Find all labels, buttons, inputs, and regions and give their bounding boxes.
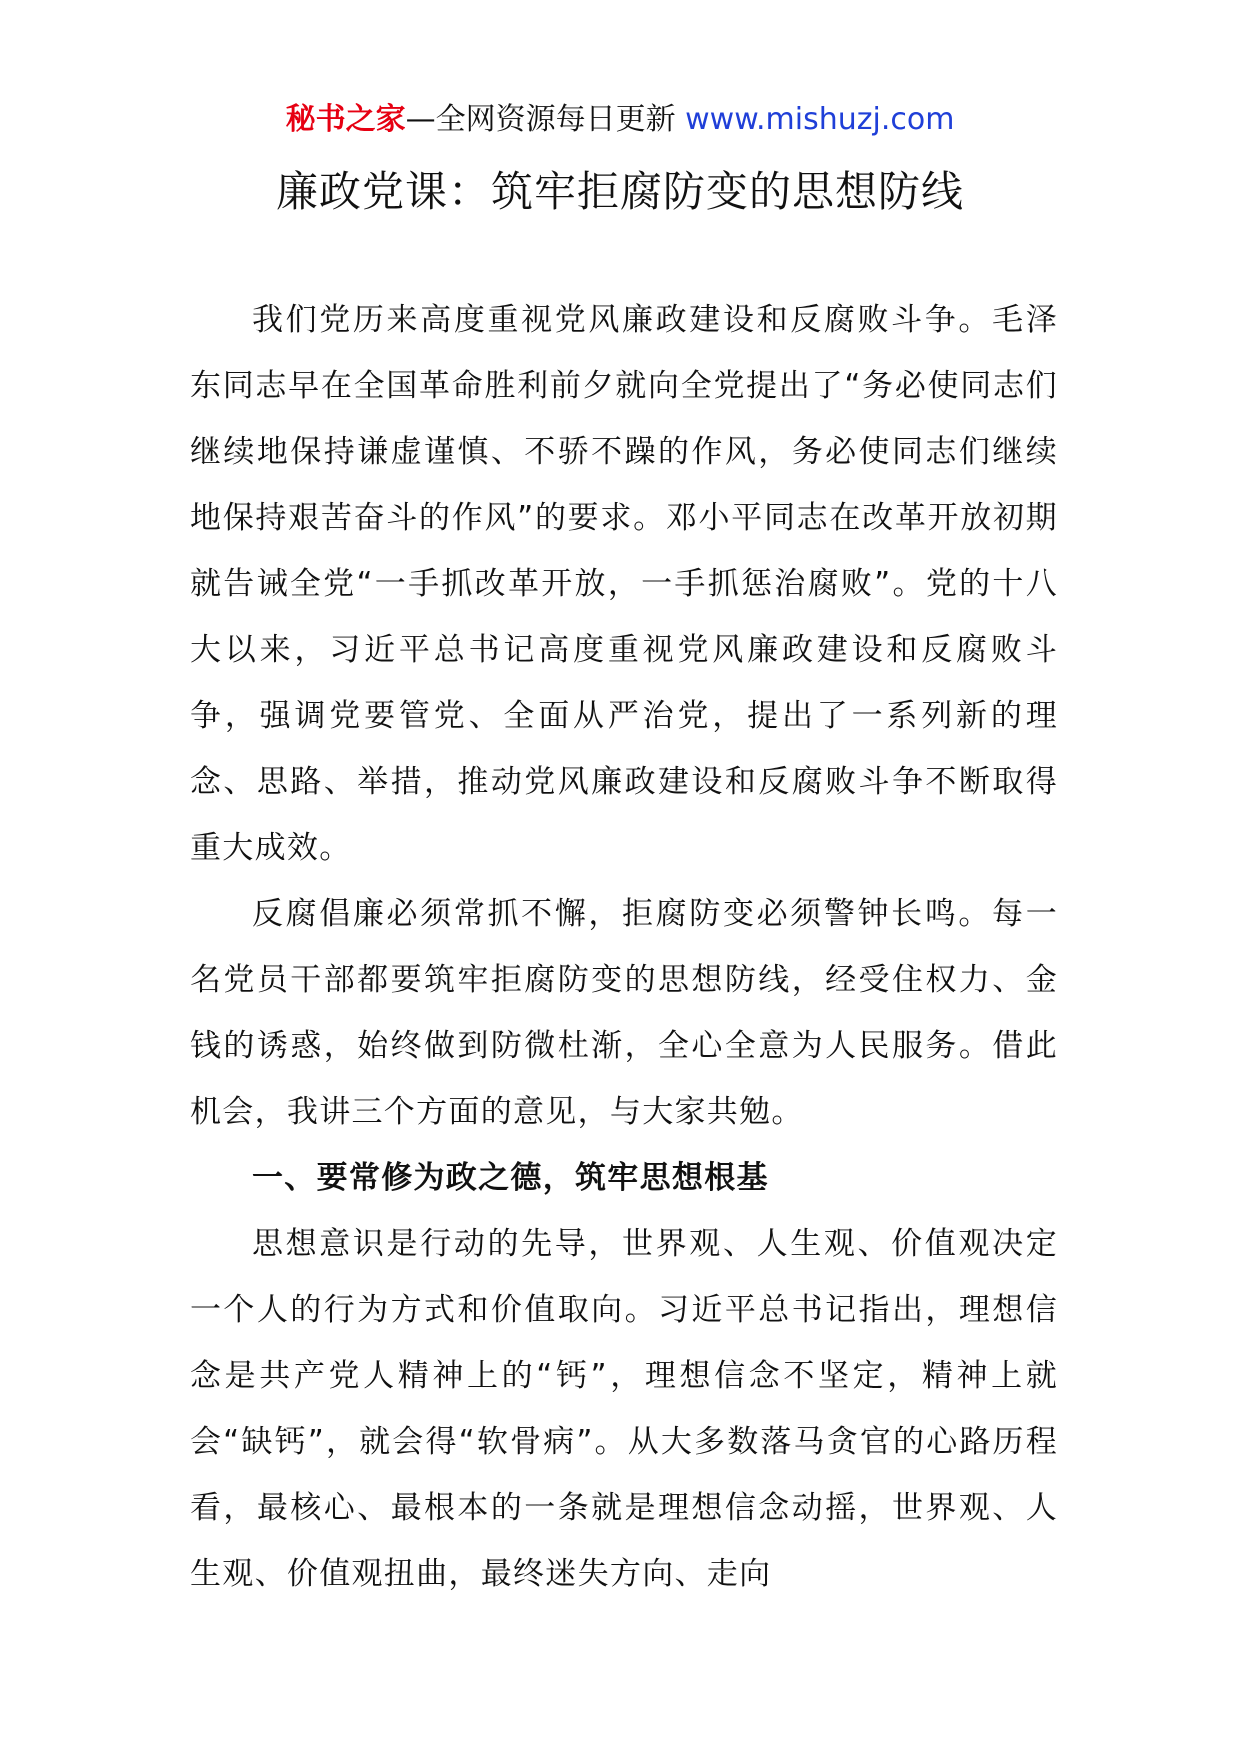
paragraph-intro: 我们党历来高度重视党风廉政建设和反腐败斗争。毛泽东同志早在全国革命胜利前夕就向全党提出了“务必使同志们继续地保持谦虚谨慎、不骄不躁的作风，务必使同志们继续地保持艰苦奋斗的作风”的要求。邓小平同志在改革开放初期就告诫全党“一手抓改革开放，一手抓惩治腐败”。党的十八大以来，习近平总书记高度重视党风廉政建设和反腐败斗争，强调党要管党、全面从严治党，提出了一系列新的理念、思路、举措，推动党风廉政建设和反腐败斗争不断取得重大成效。 (190, 302, 1058, 866)
section-heading-1: 一、要常修为政之德，筑牢思想根基 (252, 1160, 769, 1196)
site-header (0, 98, 1240, 142)
site-tagline: —全网资源每日更新 (405, 102, 676, 137)
site-url-link[interactable]: www.mishuzj.com (685, 102, 955, 137)
document-title: 廉政党课：筑牢拒腐防变的思想防线 (275, 167, 964, 216)
document-body (190, 287, 1058, 1607)
paragraph-anti-corruption: 反腐倡廉必须常抓不懈，拒腐防变必须警钟长鸣。每一名党员干部都要筑牢拒腐防变的思想防线，经受住权力、金钱的诱惑，始终做到防微杜渐，全心全意为人民服务。借此机会，我讲三个方面的意见，与大家共勉。 (190, 896, 1058, 1130)
site-brand: 秘书之家 (285, 102, 406, 137)
paragraph-ideology: 思想意识是行动的先导，世界观、人生观、价值观决定一个人的行为方式和价值取向。习近平总书记指出，理想信念是共产党人精神上的“钙”，理想信念不坚定，精神上就会“缺钙”，就会得“软骨病”。从大多数落马贪官的心路历程看，最核心、最根本的一条就是理想信念动摇，世界观、人生观、价值观扭曲，最终迷失方向、走向 (190, 1226, 1058, 1592)
